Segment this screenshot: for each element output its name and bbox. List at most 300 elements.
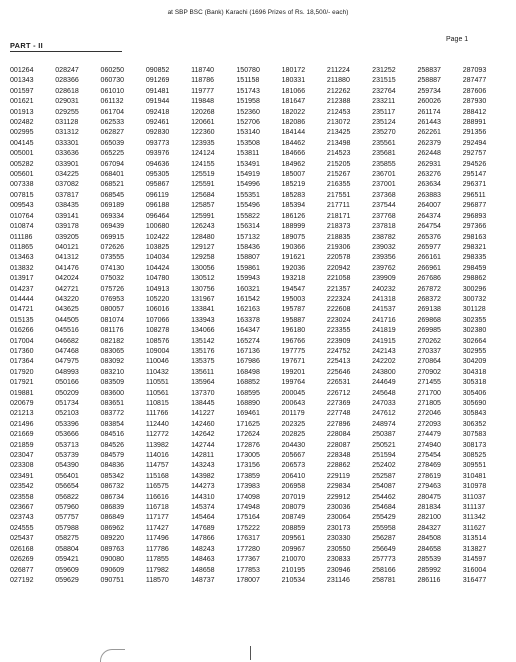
prize-number: 209967	[281, 545, 306, 553]
prize-number: 124155	[191, 160, 215, 168]
prize-number: 184462	[281, 139, 306, 147]
prize-number: 108278	[145, 327, 170, 335]
prize-number: 014237	[10, 285, 34, 293]
prize-number: 161542	[236, 295, 260, 303]
prize-number: 142642	[191, 431, 215, 439]
prize-number: 021496	[10, 420, 34, 428]
prize-number: 084526	[100, 441, 125, 449]
prize-number: 294526	[462, 160, 487, 168]
prize-number: 235124	[372, 119, 396, 127]
prize-number: 023491	[10, 472, 34, 480]
prize-number: 267686	[417, 275, 441, 283]
prize-number: 282100	[417, 514, 441, 522]
prize-number: 218373	[326, 223, 351, 231]
prize-number: 040121	[55, 243, 79, 251]
prize-number: 138445	[191, 400, 215, 407]
prize-number: 148243	[191, 545, 215, 553]
prize-number: 278619	[417, 472, 441, 480]
prize-number: 001264	[10, 67, 34, 74]
prize-number: 053666	[55, 431, 79, 439]
prize-number: 037082	[55, 181, 79, 189]
prize-number: 115168	[145, 472, 169, 480]
prize-number: 226712	[326, 389, 351, 397]
prize-number: 227748	[326, 410, 351, 418]
prize-number: 021213	[10, 410, 34, 418]
prize-number: 296877	[462, 202, 487, 210]
prize-number: 266961	[417, 264, 441, 272]
prize-number: 034225	[55, 171, 79, 179]
prize-number: 265376	[417, 233, 441, 241]
prize-number: 096119	[145, 191, 169, 199]
prize-number: 176317	[236, 535, 260, 543]
prize-number: 298459	[462, 264, 487, 272]
prize-number: 145374	[191, 504, 215, 512]
prize-number: 001621	[10, 98, 34, 106]
prize-number: 287477	[462, 77, 487, 85]
prize-number: 118570	[145, 576, 169, 584]
prize-number: 050209	[55, 389, 79, 397]
prize-number: 084516	[100, 431, 125, 439]
prize-number: 301128	[462, 306, 486, 314]
prize-number: 309551	[462, 462, 487, 470]
prize-number: 258837	[417, 67, 441, 74]
scan-artifact-line	[250, 646, 251, 660]
prize-number: 137370	[191, 389, 215, 397]
prize-number: 251594	[372, 452, 396, 460]
prize-number: 158436	[236, 243, 260, 251]
prize-number: 026877	[10, 566, 34, 574]
prize-number: 052103	[55, 410, 79, 418]
prize-number: 069915	[100, 233, 125, 241]
prize-number: 007815	[10, 191, 34, 199]
prize-number: 123935	[191, 139, 215, 147]
prize-number: 156314	[236, 223, 260, 231]
prize-number: 111766	[145, 410, 169, 418]
prize-number: 044505	[55, 316, 79, 324]
prize-number: 041312	[55, 254, 79, 262]
prize-number: 104913	[145, 285, 170, 293]
prize-number: 128480	[191, 233, 215, 241]
prize-number: 086839	[100, 504, 125, 512]
prize-number: 220578	[326, 254, 351, 262]
prize-number: 047468	[55, 347, 79, 355]
prize-number: 068521	[100, 181, 125, 189]
prize-number: 057988	[55, 524, 79, 532]
prize-number: 188999	[281, 223, 306, 231]
prize-number: 125857	[191, 202, 215, 210]
prize-number: 152706	[236, 119, 260, 127]
prize-number: 186126	[281, 212, 306, 220]
prize-number: 210070	[281, 556, 306, 564]
prize-number: 110561	[145, 389, 169, 397]
prize-number: 118740	[191, 67, 215, 74]
prize-number: 083854	[100, 420, 125, 428]
prize-number: 296511	[462, 191, 486, 199]
prize-number: 177853	[236, 566, 260, 574]
prize-number: 194547	[281, 285, 306, 293]
prize-number: 142811	[191, 452, 215, 460]
prize-number: 143243	[191, 462, 215, 470]
prize-number: 039141	[55, 212, 79, 220]
prize-number: 181066	[281, 87, 306, 95]
prize-number: 206410	[281, 472, 306, 480]
prize-number: 252587	[372, 472, 396, 480]
prize-number: 029255	[55, 108, 79, 116]
prize-number: 158807	[236, 254, 260, 262]
prize-number: 237001	[372, 181, 396, 189]
prize-number: 272046	[417, 410, 441, 418]
prize-number: 083065	[100, 347, 125, 355]
prize-number: 174948	[236, 504, 260, 512]
prize-number: 269868	[417, 316, 441, 324]
prize-number: 033636	[55, 150, 79, 158]
prize-number: 192036	[281, 264, 306, 272]
prize-number: 020679	[10, 400, 34, 407]
prize-number: 033301	[55, 139, 79, 147]
number-column	[236, 66, 281, 641]
prize-number: 221058	[326, 275, 351, 283]
prize-number: 015135	[10, 316, 34, 324]
prize-number: 254462	[372, 493, 396, 501]
prize-number: 239909	[372, 275, 396, 283]
prize-number: 208859	[281, 524, 306, 532]
prize-number: 031128	[55, 119, 79, 127]
prize-number: 305318	[462, 379, 487, 387]
prize-number: 181647	[281, 98, 306, 106]
prize-number: 190366	[281, 243, 306, 251]
prize-number: 264754	[417, 223, 441, 231]
prize-number: 024555	[10, 524, 34, 532]
prize-number: 177367	[236, 556, 260, 564]
prize-number: 093773	[145, 139, 170, 147]
prize-number: 261443	[417, 119, 441, 127]
prize-number: 090080	[100, 556, 125, 564]
prize-number: 167136	[236, 347, 260, 355]
prize-number: 116616	[145, 493, 169, 501]
prize-number: 019881	[10, 389, 34, 397]
prize-number: 083092	[100, 358, 125, 366]
prize-number: 297366	[462, 223, 487, 231]
prize-number: 031312	[55, 129, 79, 137]
prize-number: 168852	[236, 379, 260, 387]
prize-number: 313514	[462, 535, 487, 543]
prize-number: 122360	[191, 129, 215, 137]
prize-number: 232764	[372, 87, 396, 95]
prize-number: 258887	[417, 77, 441, 85]
prize-number: 215205	[326, 160, 351, 168]
prize-number: 172624	[236, 431, 260, 439]
number-column	[101, 66, 146, 641]
prize-number: 223909	[326, 337, 351, 345]
prize-number: 196180	[281, 327, 306, 335]
prize-number: 174098	[236, 493, 260, 501]
prize-number: 104424	[145, 264, 170, 272]
prize-number: 117496	[145, 535, 169, 543]
scan-artifact-curve	[100, 649, 125, 662]
prize-number: 061704	[100, 108, 125, 116]
prize-number: 257773	[372, 556, 396, 564]
prize-number: 185219	[281, 181, 306, 189]
prize-number: 075032	[100, 275, 125, 283]
prize-number: 218835	[326, 233, 351, 241]
prize-number: 205667	[281, 452, 306, 460]
prize-number: 016266	[10, 327, 34, 335]
prize-number: 051734	[55, 400, 79, 407]
prize-number: 057960	[55, 504, 79, 512]
prize-number: 300296	[462, 285, 487, 293]
prize-number: 207019	[281, 493, 306, 501]
prize-number: 235855	[372, 160, 396, 168]
prize-number: 083772	[100, 410, 125, 418]
prize-number: 029031	[55, 98, 79, 106]
prize-number: 270262	[417, 337, 441, 345]
prize-number: 235561	[372, 139, 396, 147]
prize-number: 082182	[100, 337, 125, 345]
prize-number: 267872	[417, 285, 441, 293]
prize-number: 067094	[100, 160, 125, 168]
prize-number: 229834	[326, 483, 351, 491]
prize-number: 160321	[236, 285, 260, 293]
prize-number: 206958	[281, 483, 306, 491]
prize-number: 230833	[326, 556, 351, 564]
prize-number: 151743	[236, 87, 260, 95]
prize-number: 295147	[462, 171, 487, 179]
number-column	[463, 66, 508, 641]
prize-number: 141227	[191, 410, 215, 418]
prize-number: 314597	[462, 556, 487, 564]
prize-number: 120661	[191, 119, 215, 127]
prize-number: 014721	[10, 306, 34, 314]
prize-number: 130056	[191, 264, 215, 272]
prize-number: 037817	[55, 191, 79, 199]
prize-number: 241537	[372, 306, 396, 314]
prize-number: 185283	[281, 191, 306, 199]
prize-number: 195003	[281, 295, 306, 303]
prize-number: 262448	[417, 150, 441, 158]
prize-number: 026269	[10, 556, 34, 564]
prize-number: 056654	[55, 483, 79, 491]
prize-number: 264374	[417, 212, 441, 220]
prize-number: 058275	[55, 535, 79, 543]
prize-number: 014444	[10, 295, 34, 303]
prize-number: 117786	[145, 545, 169, 553]
prize-number: 026168	[10, 545, 34, 553]
prize-number: 226531	[326, 379, 351, 387]
prize-number: 065039	[100, 139, 125, 147]
prize-number: 173005	[236, 452, 260, 460]
prize-number: 262379	[417, 139, 441, 147]
prize-number: 118786	[191, 77, 215, 85]
prize-number: 157132	[236, 233, 260, 241]
prize-number: 244649	[372, 379, 396, 387]
prize-number: 017364	[10, 358, 34, 366]
prize-number: 213498	[326, 139, 351, 147]
prize-number: 100680	[145, 223, 170, 231]
prize-number: 204430	[281, 441, 306, 449]
prize-number: 045516	[55, 327, 79, 335]
prize-number: 131967	[191, 295, 215, 303]
prize-number: 256649	[372, 545, 396, 553]
prize-number: 245648	[372, 389, 396, 397]
prize-number: 217711	[326, 202, 350, 210]
prize-number: 231146	[326, 576, 350, 584]
prize-number: 216355	[326, 181, 351, 189]
prize-number: 017004	[10, 337, 34, 345]
prize-number: 076953	[100, 295, 125, 303]
prize-number: 222608	[326, 306, 351, 314]
prize-number: 042721	[55, 285, 79, 293]
prize-number: 103825	[145, 243, 170, 251]
prize-number: 021669	[10, 431, 34, 439]
prize-number: 023743	[10, 514, 34, 522]
prize-number: 231252	[372, 67, 396, 74]
prize-number: 263634	[417, 181, 441, 189]
part-label: PART - II	[10, 41, 122, 52]
prize-number: 148463	[191, 556, 215, 564]
prize-number: 165274	[236, 337, 260, 345]
prize-number: 220942	[326, 264, 351, 272]
prize-number: 218171	[326, 212, 351, 220]
prize-number: 227369	[326, 400, 351, 407]
prize-number: 230946	[326, 566, 351, 574]
prize-number: 126243	[191, 223, 215, 231]
prize-number: 007338	[10, 181, 34, 189]
document-header: at SBP BSC (Bank) Karachi (1696 Prizes of Rs. 18,500/- each)	[167, 9, 349, 16]
prize-number: 092461	[145, 119, 170, 127]
prize-number: 260026	[417, 98, 441, 106]
prize-number: 083600	[100, 389, 125, 397]
prize-number: 197671	[281, 358, 306, 366]
prize-number: 011865	[10, 243, 33, 251]
prize-number: 173156	[236, 462, 260, 470]
prize-number: 110046	[145, 358, 169, 366]
prize-number: 212262	[326, 87, 351, 95]
prize-number: 185007	[281, 171, 306, 179]
prize-number: 142460	[191, 420, 215, 428]
prize-number: 308173	[462, 441, 487, 449]
prize-number: 102422	[145, 233, 170, 241]
prize-number: 284658	[417, 545, 441, 553]
prize-number: 086734	[100, 493, 125, 501]
prize-number: 196766	[281, 337, 306, 345]
prize-number: 125684	[191, 191, 215, 199]
prize-number: 250521	[372, 441, 396, 449]
prize-number: 307583	[462, 431, 487, 439]
prize-number: 056401	[55, 472, 79, 480]
prize-number: 093976	[145, 150, 170, 158]
prize-number: 028247	[55, 67, 79, 74]
prize-number: 059421	[55, 556, 79, 564]
prize-number: 159861	[236, 264, 260, 272]
prize-number: 212388	[326, 98, 351, 106]
prize-number: 065225	[100, 150, 125, 158]
prize-number: 182086	[281, 119, 306, 127]
prize-number: 130512	[191, 275, 215, 283]
prize-number: 239032	[372, 243, 396, 251]
prize-number: 241716	[372, 316, 396, 324]
prize-number: 215267	[326, 171, 351, 179]
prize-number: 150780	[236, 67, 260, 74]
prize-number: 229119	[326, 472, 350, 480]
prize-number: 053739	[55, 452, 79, 460]
prize-number: 172876	[236, 441, 260, 449]
prize-number: 017360	[10, 347, 34, 355]
prize-number: 209561	[281, 535, 306, 543]
prize-number: 142744	[191, 441, 215, 449]
prize-number: 305843	[462, 410, 487, 418]
prize-number: 302355	[462, 316, 487, 324]
prize-number: 258166	[372, 566, 396, 574]
prize-number: 237544	[372, 202, 396, 210]
prize-number: 182022	[281, 108, 306, 116]
prize-number: 233211	[372, 98, 396, 106]
prize-number: 023542	[10, 483, 34, 491]
prize-number: 243800	[372, 368, 396, 376]
prize-number: 117855	[145, 556, 169, 564]
prize-number: 130756	[191, 285, 215, 293]
prize-number: 175164	[236, 514, 260, 522]
prize-number: 300732	[462, 295, 487, 303]
prize-number: 291356	[462, 129, 487, 137]
prize-number: 148737	[191, 576, 215, 584]
prize-number: 199201	[281, 368, 306, 376]
prize-number: 169461	[236, 410, 260, 418]
prize-number: 083651	[100, 400, 125, 407]
prize-number: 096464	[145, 212, 170, 220]
prize-number: 058804	[55, 545, 79, 553]
prize-number: 151958	[236, 98, 260, 106]
prize-number: 230550	[326, 545, 351, 553]
prize-number: 108576	[145, 337, 170, 345]
prize-number: 117177	[145, 514, 169, 522]
prize-number: 135611	[191, 368, 215, 376]
prize-number: 084579	[100, 452, 125, 460]
prize-number: 053396	[55, 420, 79, 428]
prize-number: 173859	[236, 472, 260, 480]
prize-number: 177280	[236, 545, 260, 553]
prize-number: 171625	[236, 420, 260, 428]
prize-number: 266161	[417, 254, 441, 262]
prize-number: 152360	[236, 108, 260, 116]
prize-number: 059629	[55, 576, 79, 584]
prize-number: 094636	[145, 160, 170, 168]
prize-number: 119848	[191, 98, 215, 106]
prize-number: 002995	[10, 129, 34, 137]
prize-number: 193218	[281, 275, 306, 283]
prize-number: 129258	[191, 254, 215, 262]
number-column	[372, 66, 417, 641]
prize-number: 298335	[462, 254, 487, 262]
prize-number: 116718	[145, 504, 169, 512]
prize-number: 211224	[326, 67, 350, 74]
prize-number: 259734	[417, 87, 441, 95]
prize-number: 239356	[372, 254, 396, 262]
prize-number: 041476	[55, 264, 79, 272]
prize-number: 120268	[191, 108, 215, 116]
prize-number: 184144	[281, 129, 306, 137]
prize-number: 230036	[326, 504, 351, 512]
prize-number: 017921	[10, 379, 34, 387]
prize-number: 038435	[55, 202, 79, 210]
prize-number: 109004	[145, 347, 170, 355]
prize-number: 168890	[236, 400, 260, 407]
number-column	[417, 66, 462, 641]
prize-number: 280475	[417, 493, 441, 501]
prize-number: 202825	[281, 431, 306, 439]
prize-number: 068545	[100, 191, 125, 199]
prize-number: 184666	[281, 150, 306, 158]
prize-number: 263276	[417, 171, 441, 179]
